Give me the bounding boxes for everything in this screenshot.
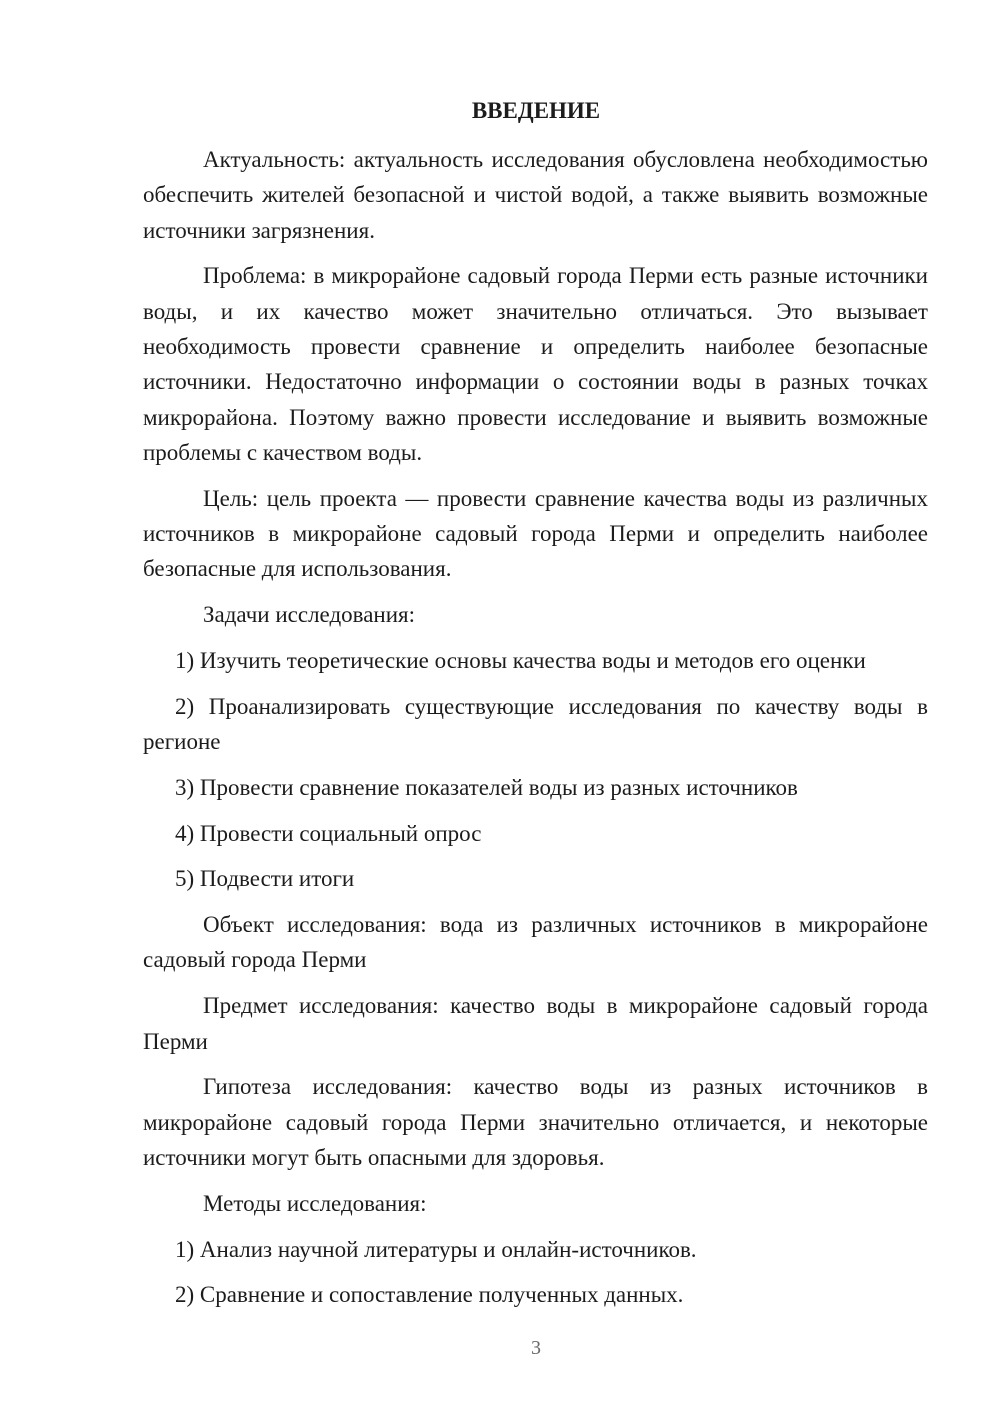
method-item: 2) Сравнение и сопоставление полученных данных.	[175, 1282, 684, 1308]
page-number: 3	[531, 1337, 541, 1359]
paragraph-methods-heading: Методы исследования:	[203, 1190, 427, 1216]
task-item: 2) Проанализировать существующие исследования по качеству воды в регионе	[143, 693, 928, 754]
task-item: 4) Провести социальный опрос	[175, 820, 482, 846]
task-item: 1) Изучить теоретические основы качества воды и методов его оценки	[175, 647, 866, 673]
body-text	[143, 142, 928, 1323]
task-item: 3) Провести сравнение показателей воды из разных источников	[175, 774, 798, 800]
page-title: ВВЕДЕНИЕ	[471, 98, 601, 123]
paragraph-relevance: Актуальность: актуальность исследования обусловлена необходимостью обеспечить жителей безопасной и чистой водой, а также выявить возможные источники загрязнения.	[143, 147, 928, 243]
paragraph-tasks-heading: Задачи исследования:	[203, 602, 416, 628]
paragraph-problem: Проблема: в микрорайоне садовый города Перми есть разные источники воды, и их качество может значительно отличаться. Это вызывает необходимость провести сравнение и определить наиболее безопасные источники. Недостаточно информации о состоянии воды в разных точках микрорайона. Поэтому важно провести исследование и выявить возможные проблемы с качеством воды.	[143, 263, 928, 465]
paragraph-subject: Предмет исследования: качество воды в микрорайоне садовый города Перми	[143, 993, 928, 1054]
method-item: 1) Анализ научной литературы и онлайн-источников.	[175, 1236, 697, 1262]
paragraph-goal: Цель: цель проекта — провести сравнение качества воды из различных источников в микрорайоне садовый города Перми и определить наиболее безопасные для использования.	[143, 485, 928, 582]
task-item: 5) Подвести итоги	[175, 866, 355, 892]
paragraph-hypothesis: Гипотеза исследования: качество воды из разных источников в микрорайоне садовый города Перми значительно отличается, и некоторые источники могут быть опасными для здоровья.	[143, 1074, 928, 1170]
paragraph-object: Объект исследования: вода из различных источников в микрорайоне садовый города Перми	[143, 912, 928, 973]
